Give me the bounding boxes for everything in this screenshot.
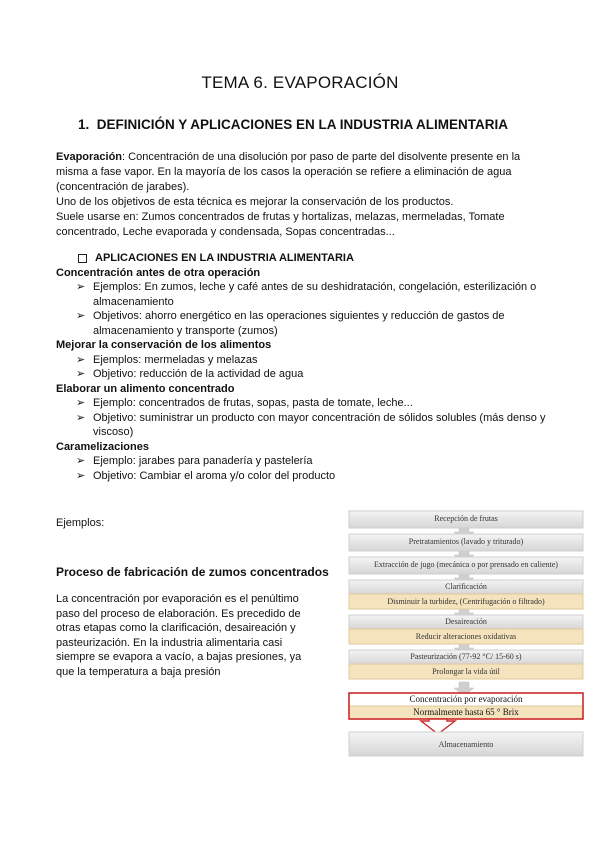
- intro-block: [56, 150, 536, 240]
- examples-label: Ejemplos:: [56, 517, 105, 529]
- usage-text: Suele usarse en: Zumos concentrados de frutas y hortalizas, melazas, mermeladas, Tomate concentrado, Leche evaporada y condensada, Sopas concentradas...: [56, 211, 505, 238]
- flow-step-label-highlight: Concentración por evaporación: [409, 694, 523, 704]
- list-item-text: Objetivo: reducción de la actividad de agua: [93, 368, 304, 380]
- definition-text: : Concentración de una disolución por paso de parte del disolvente presente en la misma a fase vapor. En la mayoría de los casos la operación se refiere a eliminación de agua (concentración de jarabes).: [56, 151, 521, 193]
- flow-step-label: Extracción de jugo (mecánica o por prensado en caliente): [374, 560, 558, 569]
- list-item-text: Ejemplo: jarabes para panadería y pastelería: [93, 455, 313, 467]
- arrow-bullet-icon: ➢: [76, 353, 86, 366]
- list-item-text: Objetivos: ahorro energético en las operaciones siguientes y reducción de gastos de almacenamiento y transporte (zumos): [93, 310, 505, 337]
- section-heading: [78, 117, 508, 132]
- flow-step-label: Almacenamiento: [438, 740, 494, 749]
- list-item-text: Ejemplos: En zumos, leche y café antes de su deshidratación, congelación, esterilización o almacenamiento: [93, 281, 537, 308]
- definition-paragraph: [56, 150, 536, 195]
- list-item: [56, 454, 546, 469]
- list-item: [56, 280, 546, 309]
- list-item: [56, 309, 546, 338]
- list-item: [56, 367, 546, 382]
- list-item: [56, 353, 546, 368]
- arrow-bullet-icon: ➢: [76, 469, 86, 482]
- arrow-bullet-icon: ➢: [76, 281, 86, 293]
- category-title: Caramelizaciones: [56, 440, 149, 453]
- flow-step-detail: Prolongar la vida útil: [432, 667, 500, 676]
- flow-step-detail-highlight: Normalmente hasta 65 ° Brix: [413, 707, 519, 717]
- list-item-text: Ejemplo: concentrados de frutas, sopas, pasta de tomate, leche...: [93, 397, 413, 409]
- term-evaporacion: Evaporación: [56, 151, 123, 163]
- list-item: [56, 469, 546, 484]
- category-title: Concentración antes de otra operación: [56, 266, 261, 279]
- applications-block: [56, 251, 546, 483]
- arrow-bullet-icon: ➢: [76, 411, 86, 424]
- flow-step-label: Desaireación: [445, 617, 487, 626]
- checkbox-bullet-icon: [78, 254, 87, 263]
- list-item-text: Ejemplos: mermeladas y melazas: [93, 353, 258, 366]
- arrow-bullet-icon: ➢: [76, 455, 86, 467]
- flow-step-label: Clarificación: [445, 582, 487, 591]
- process-title: Proceso de fabricación de zumos concentrados: [56, 565, 329, 579]
- applications-heading: [78, 251, 546, 266]
- applications-heading-text: APLICACIONES EN LA INDUSTRIA ALIMENTARIA: [95, 252, 354, 264]
- section-number: 1.: [78, 117, 90, 132]
- process-description: La concentración por evaporación es el penúltimo paso del proceso de elaboración. Es precedido de otras etapas como la clarificación, desaireación y pasteurización. En la industria alimentaria casi siempre se evapora a vacío, a bajas presiones, ya que la temperatura a baja presión: [56, 593, 302, 678]
- flow-step-label: Recepción de frutas: [434, 514, 498, 523]
- category-title: Mejorar la conservación de los alimentos: [56, 339, 272, 351]
- list-item-text: Objetivo: Cambiar el aroma y/o color del producto: [93, 469, 336, 482]
- flow-step-label: Pretratamientos (lavado y triturado): [408, 537, 524, 546]
- flow-step-detail: Reducir alteraciones oxidativas: [415, 632, 517, 641]
- arrow-bullet-icon: ➢: [76, 368, 86, 380]
- process-flowchart: [348, 510, 584, 758]
- category-title: Elaborar un alimento concentrado: [56, 382, 235, 395]
- flow-step-detail: Disminuir la turbidez, (Centrifugación o filtrado): [387, 597, 545, 606]
- list-item: [56, 411, 546, 440]
- section-title: DEFINICIÓN Y APLICACIONES EN LA INDUSTRIA ALIMENTARIA: [96, 117, 509, 132]
- arrow-bullet-icon: ➢: [76, 397, 86, 409]
- page-title: TEMA 6. EVAPORACIÓN: [201, 73, 399, 92]
- objective-text: Uno de los objetivos de esta técnica es mejorar la conservación de los productos.: [56, 196, 454, 208]
- flow-step-label: Pasteurización (77-92 °C/ 15-60 s): [410, 652, 522, 661]
- list-item-text: Objetivo: suministrar un producto con mayor concentración de sólidos solubles (más denso y viscoso): [93, 411, 546, 438]
- list-item: [56, 396, 546, 411]
- arrow-bullet-icon: ➢: [76, 310, 86, 322]
